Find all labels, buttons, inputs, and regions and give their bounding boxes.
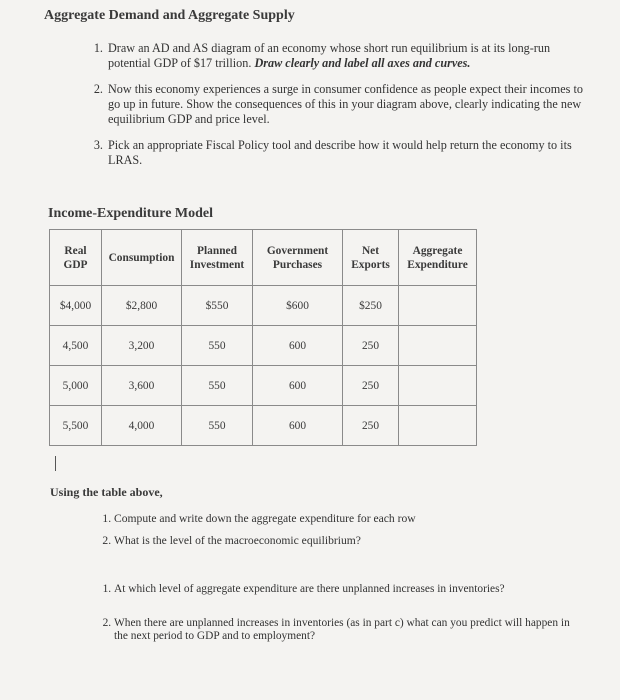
page-title: Aggregate Demand and Aggregate Supply [44, 8, 295, 23]
table-cell [399, 286, 477, 326]
table-cell: $550 [182, 286, 253, 326]
table-header-row [50, 230, 477, 286]
table-row [50, 406, 477, 446]
table-cell: 3,200 [102, 326, 182, 366]
table-row [50, 286, 477, 326]
table-cell: $4,000 [50, 286, 102, 326]
followup-item: 1. At which level of aggregate expenditure are there unplanned increases in inventories? [114, 583, 584, 596]
task-item: 2. What is the level of the macroeconomic equilibrium? [114, 534, 416, 548]
header-government-purchases: Government Purchases [253, 230, 343, 286]
table-cell [399, 366, 477, 406]
header-aggregate-expenditure: Aggregate Expenditure [399, 230, 477, 286]
question-text: Now this economy experiences a surge in consumer confidence as people expect their incomes to go up in future. Show the consequences of this in your diagram above, clearly indicating the new equilibrium GDP and price level. [108, 82, 583, 126]
header-real-gdp: Real GDP [50, 230, 102, 286]
table-cell: $600 [253, 286, 343, 326]
table-cell: $250 [343, 286, 399, 326]
followup-item: 2. When there are unplanned increases in inventories (as in part c) what can you predict will happen in the next period to GDP and to employment? [114, 617, 584, 643]
table-cell: 250 [343, 366, 399, 406]
table-cell [399, 326, 477, 366]
question-emphasis: Draw clearly and label all axes and curves. [254, 56, 471, 70]
table-cell: 4,000 [102, 406, 182, 446]
table-cell: $2,800 [102, 286, 182, 326]
table-cell: 3,600 [102, 366, 182, 406]
question-item [106, 138, 586, 168]
header-planned-investment: Planned Investment [182, 230, 253, 286]
income-expenditure-table [49, 229, 477, 446]
table-cell: 550 [182, 366, 253, 406]
header-net-exports: Net Exports [343, 230, 399, 286]
followup-list [96, 583, 584, 664]
task-list [96, 512, 416, 556]
table-cell: 600 [253, 326, 343, 366]
table-cell: 550 [182, 326, 253, 366]
table-cell: 600 [253, 366, 343, 406]
table-cell: 4,500 [50, 326, 102, 366]
header-consumption: Consumption [102, 230, 182, 286]
table-cell: 5,500 [50, 406, 102, 446]
section-heading: Income-Expenditure Model [48, 206, 214, 221]
table-cell: 250 [343, 406, 399, 446]
question-item [106, 82, 586, 127]
table-cell [399, 406, 477, 446]
table-cell: 5,000 [50, 366, 102, 406]
table-cell: 550 [182, 406, 253, 446]
text-cursor-mark [55, 456, 56, 471]
question-text: Draw an AD and AS diagram of an economy whose short run equilibrium is at its long-run potential GDP of $17 trillion. [108, 41, 551, 70]
question-list [84, 41, 586, 179]
instructions-intro: Using the table above, [50, 485, 163, 499]
question-item [106, 41, 586, 71]
table-cell: 600 [253, 406, 343, 446]
task-item: 1. Compute and write down the aggregate expenditure for each row [114, 512, 416, 526]
table-row [50, 326, 477, 366]
question-text: Pick an appropriate Fiscal Policy tool and describe how it would help return the economy to its LRAS. [108, 138, 572, 167]
table-row [50, 366, 477, 406]
table-cell: 250 [343, 326, 399, 366]
